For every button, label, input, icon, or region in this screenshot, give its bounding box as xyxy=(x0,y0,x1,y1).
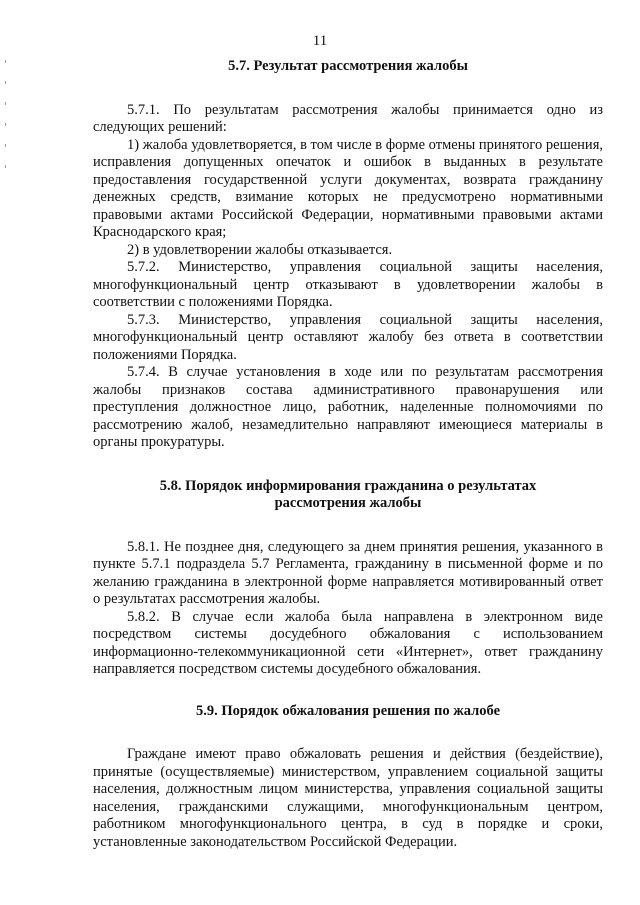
section-heading-5-7: 5.7. Результат рассмотрения жалобы xyxy=(228,58,468,74)
paragraph-5-8-2: 5.8.2. В случае если жалоба была направлена в электронном виде посредством системы досудебного обжалования с использованием информационно-телекоммуникационной сети «Интернет», ответ гражданину направляется посредством системы досудебного обжалования. xyxy=(93,608,603,677)
scan-mark xyxy=(5,123,6,126)
section-heading-5-8-line-1: 5.8. Порядок информирования гражданина о результатах xyxy=(159,477,537,494)
left-margin-scan-marks xyxy=(3,60,9,186)
section-heading-5-8-line-2: рассмотрения жалобы xyxy=(274,495,422,511)
scan-mark xyxy=(5,81,6,84)
paragraph-5-7-1-item-1: 1) жалоба удовлетворяется, в том числе в форме отмены принятого решения, исправления допущенных опечаток и ошибок в выданных в результате предоставления государственной услуги документах, возврата гражданину денежных средств, взимание которых не предусмотрено нормативными правовыми актами Российской Федерации, нормативными правовыми актами Краснодарского края; xyxy=(93,136,603,240)
paragraph-5-7-4: 5.7.4. В случае установления в ходе или по результатам рассмотрения жалобы признаков состава административного правонарушения или преступления должностное лицо, работник, наделенные полномочиями по рассмотрению жалоб, незамедлительно направляют имеющиеся материалы в органы прокуратуры. xyxy=(93,364,603,450)
paragraph-5-9: Граждане имеют право обжаловать решения и действия (бездействие), принятые (осуществляемые) министерством, управлением социальной защиты населения, должностным лицом министерства, управления социальной защиты населения, гражданскими служащими, многофункциональным центром, работником многофункционального центра, в суд в порядке и сроки, установленные законодательством Российской Федерации. xyxy=(93,746,603,850)
scan-mark xyxy=(5,165,6,168)
paragraph-5-7-3: 5.7.3. Министерство, управления социальной защиты населения, многофункциональный центр оставляют жалобу без ответа в соответствии положениями Порядка. xyxy=(93,311,603,363)
paragraph-5-7-2: 5.7.2. Министерство, управления социальной защиты населения, многофункциональный центр отказывают в удовлетворении жалобы в соответствии с положениями Порядка. xyxy=(93,259,603,310)
section-heading-5-8 xyxy=(93,478,603,513)
paragraph-5-7-1: 5.7.1. По результатам рассмотрения жалобы принимается одно из следующих решений: xyxy=(93,101,603,135)
document-body xyxy=(93,54,603,851)
section-heading-5-9: 5.9. Порядок обжалования решения по жалобе xyxy=(195,702,501,719)
paragraph-5-7-1-item-2: 2) в удовлетворении жалобы отказывается. xyxy=(127,241,393,258)
scan-mark xyxy=(5,102,6,105)
page-number: 11 xyxy=(312,33,328,49)
scan-mark xyxy=(5,60,6,63)
scan-mark xyxy=(5,144,6,147)
paragraph-5-8-1: 5.8.1. Не позднее дня, следующего за днем принятия решения, указанного в пункте 5.7.1 подраздела 5.7 Регламента, гражданину в письменной форме и по желанию гражданина в электронной форме направляется мотивированный ответ о результатах рассмотрения жалобы. xyxy=(93,538,603,607)
